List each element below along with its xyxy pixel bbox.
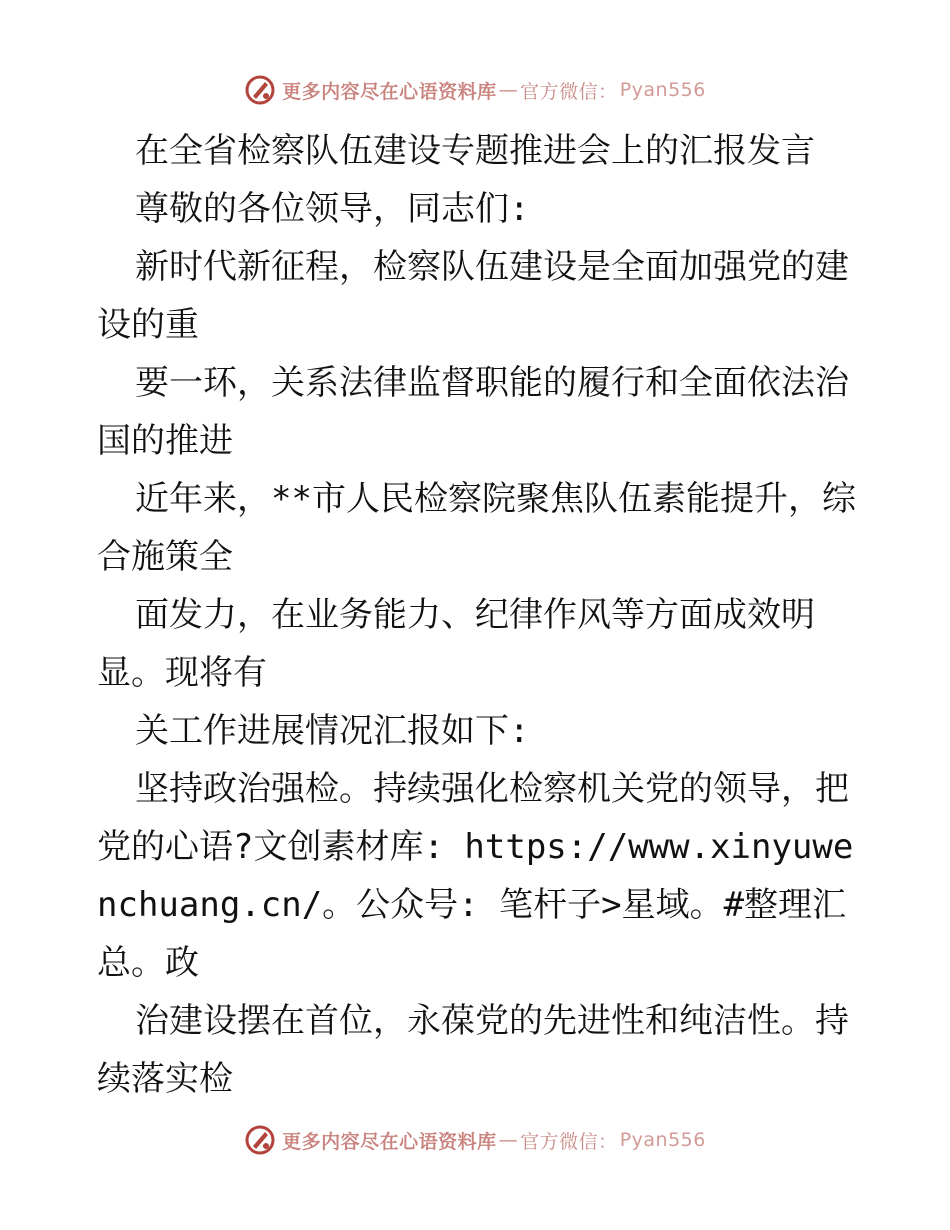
brand-logo-icon [244, 1124, 276, 1156]
watermark-dash: — [498, 1129, 519, 1151]
watermark-dash: — [498, 79, 519, 101]
header-watermark [0, 72, 950, 108]
watermark-text: 更多内容尽在心语资料库 [282, 1130, 497, 1153]
paragraph: 治建设摆在首位，永葆党的先进性和纯洁性。持续落实检 [97, 1001, 849, 1099]
watermark-text: 更多内容尽在心语资料库 [282, 80, 497, 103]
footer-watermark [0, 1122, 950, 1158]
watermark-wechat-label: 官方微信： [520, 80, 618, 103]
paragraph: 要一环，关系法律监督职能的履行和全面依法治国的推进 [97, 363, 849, 461]
brand-logo-icon [244, 74, 276, 106]
paragraph: 近年来，**市人民检察院聚焦队伍素能提升，综合施策全 [97, 479, 856, 577]
document-title: 在全省检察队伍建设专题推进会上的汇报发言 [135, 131, 815, 171]
watermark-wechat-id: Pyan556 [619, 79, 706, 101]
paragraph: 面发力，在业务能力、纪律作风等方面成效明显。现将有 [97, 595, 815, 693]
paragraph: 坚持政治强检。持续强化检察机关党的领导，把党的心语?文创素材库: https://www.xinyuwenchuang.cn/。公众号: 笔杆子>星域。#整理汇总。政 [97, 769, 854, 983]
salutation: 尊敬的各位领导，同志们: [135, 189, 530, 229]
watermark-wechat-id: Pyan556 [619, 1129, 706, 1151]
document-body [97, 122, 857, 1108]
paragraph: 关工作进展情况汇报如下: [135, 711, 530, 751]
watermark-wechat-label: 官方微信： [520, 1130, 618, 1153]
paragraph: 新时代新征程，检察队伍建设是全面加强党的建设的重 [97, 247, 849, 345]
